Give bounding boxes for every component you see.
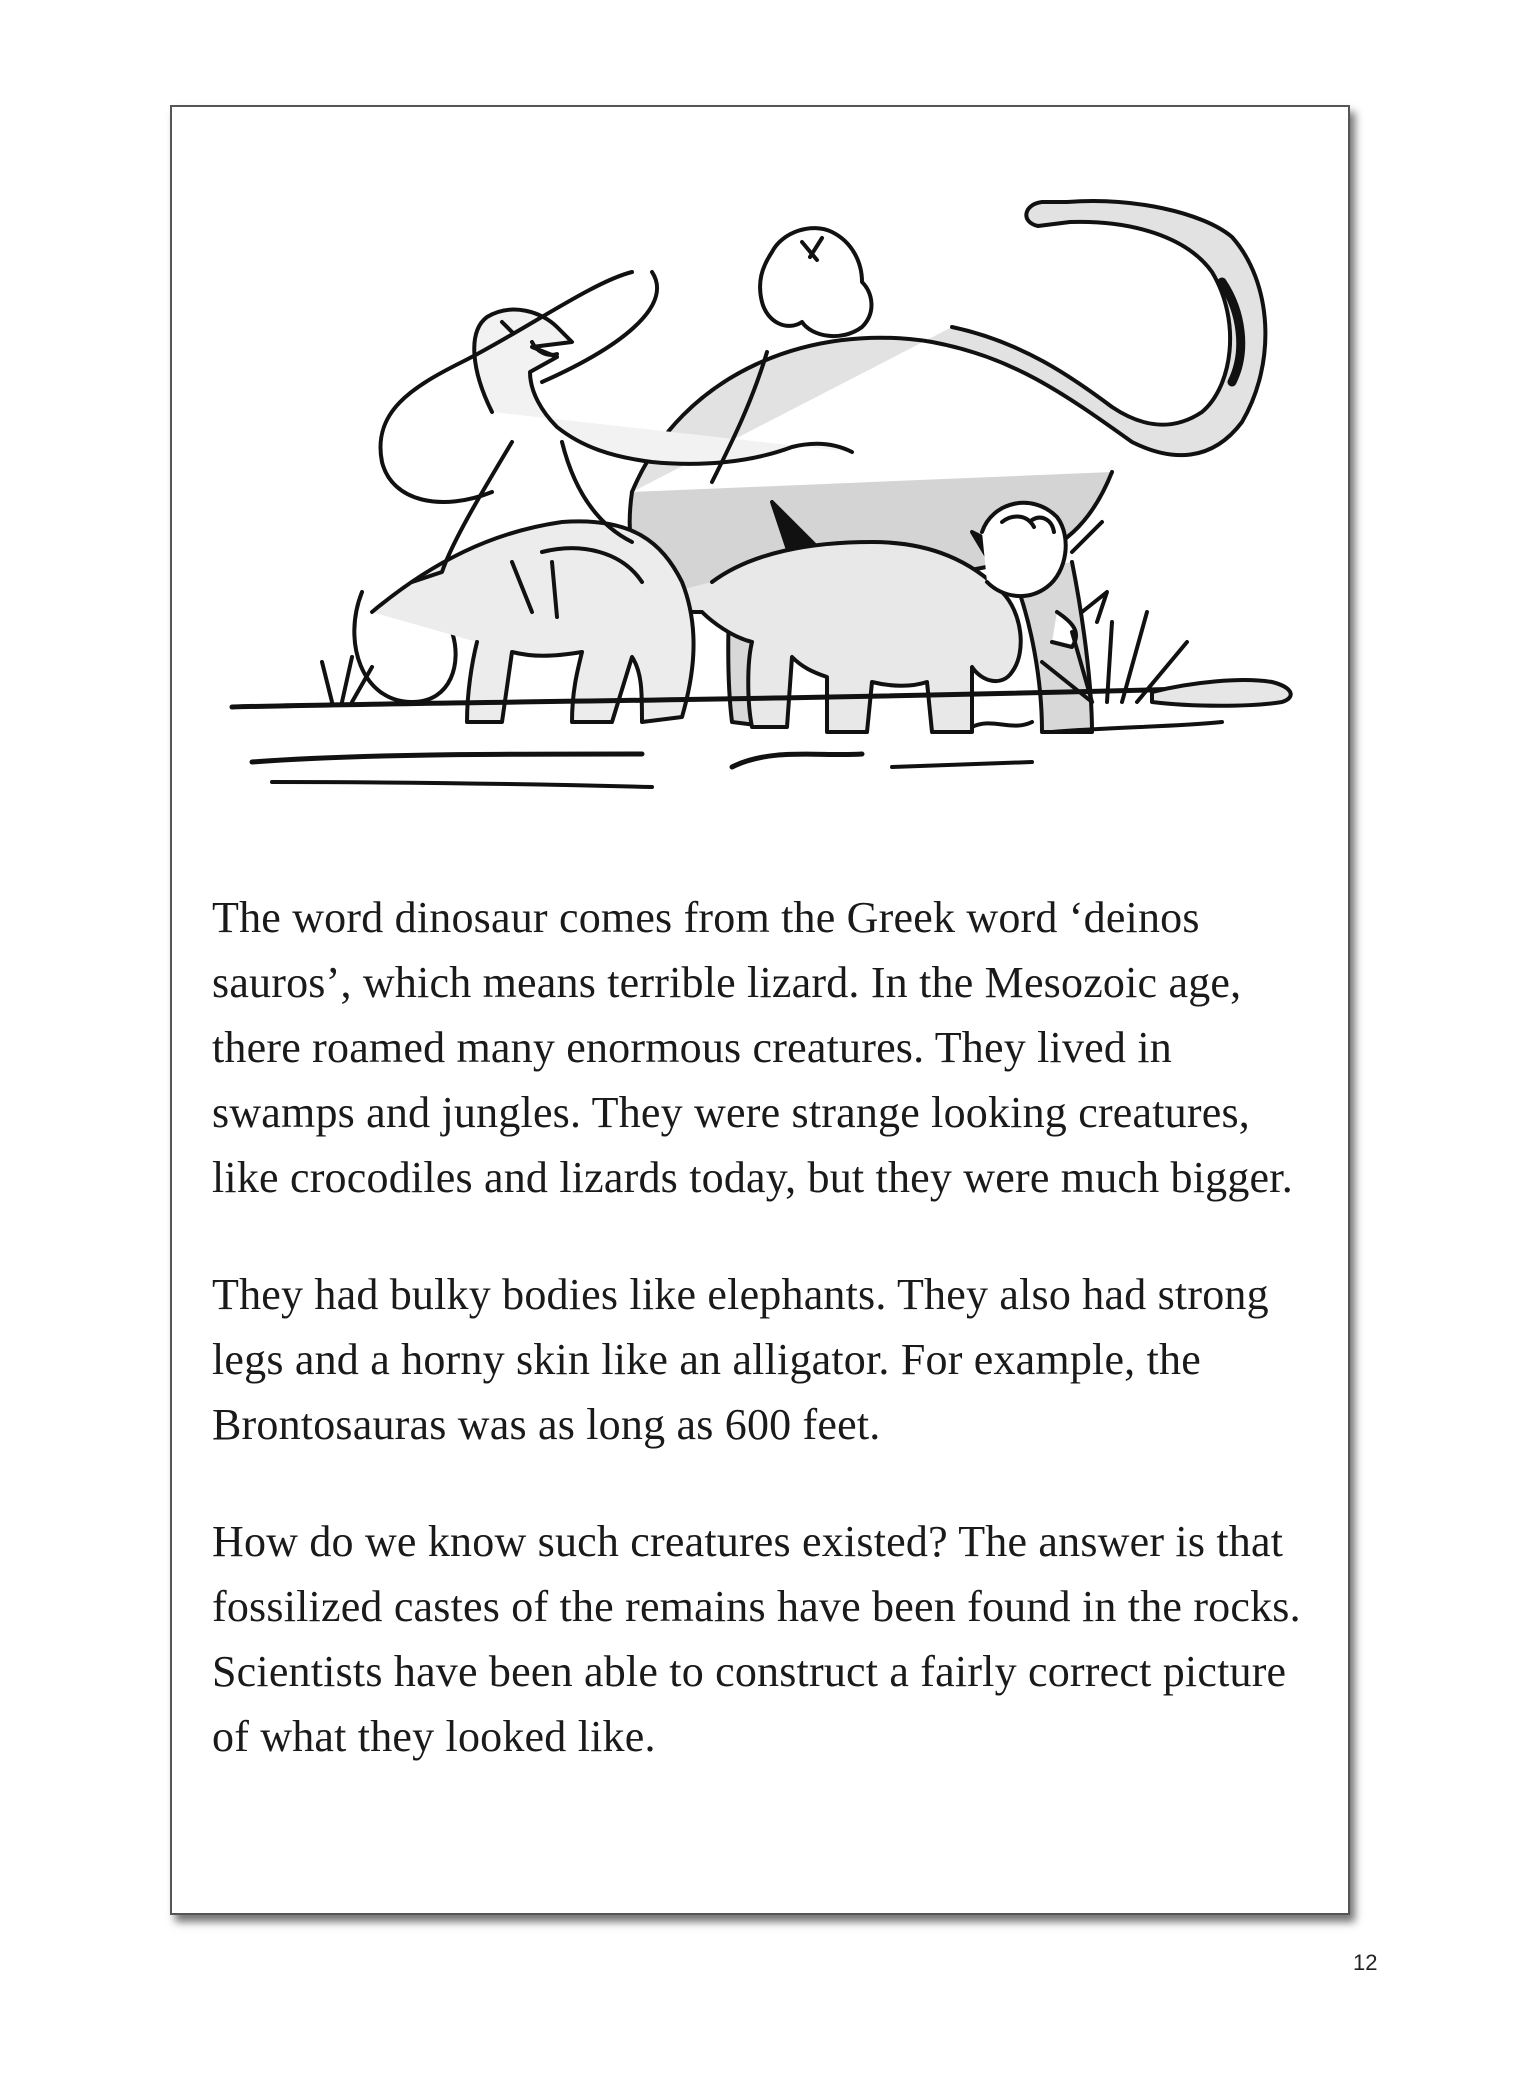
text-block [212, 885, 1303, 1821]
dinosaurs-illustration [212, 142, 1322, 882]
paragraph-3: How do we know such creatures existed? The answer is that fossilized castes of the remains have been found in the rocks. Scientists have been able to construct a fairly correct picture of what they looked like. [212, 1517, 1301, 1761]
paragraph-2: They had bulky bodies like elephants. They also had strong legs and a horny skin like an alligator. For example, the Brontosauras was as long as 600 feet. [212, 1270, 1269, 1449]
paragraph-1: The word dinosaur comes from the Greek word ‘deinos sauros’, which means terrible lizard. In the Mesozoic age, there roamed many enormous creatures. They lived in swamps and jungles. They were strange looking creatures, like crocodiles and lizards today, but they were much bigger. [212, 893, 1293, 1202]
dinosaurs-drawing [212, 142, 1322, 882]
page-number: 12 [1353, 1950, 1378, 1975]
book-page [170, 105, 1350, 1915]
